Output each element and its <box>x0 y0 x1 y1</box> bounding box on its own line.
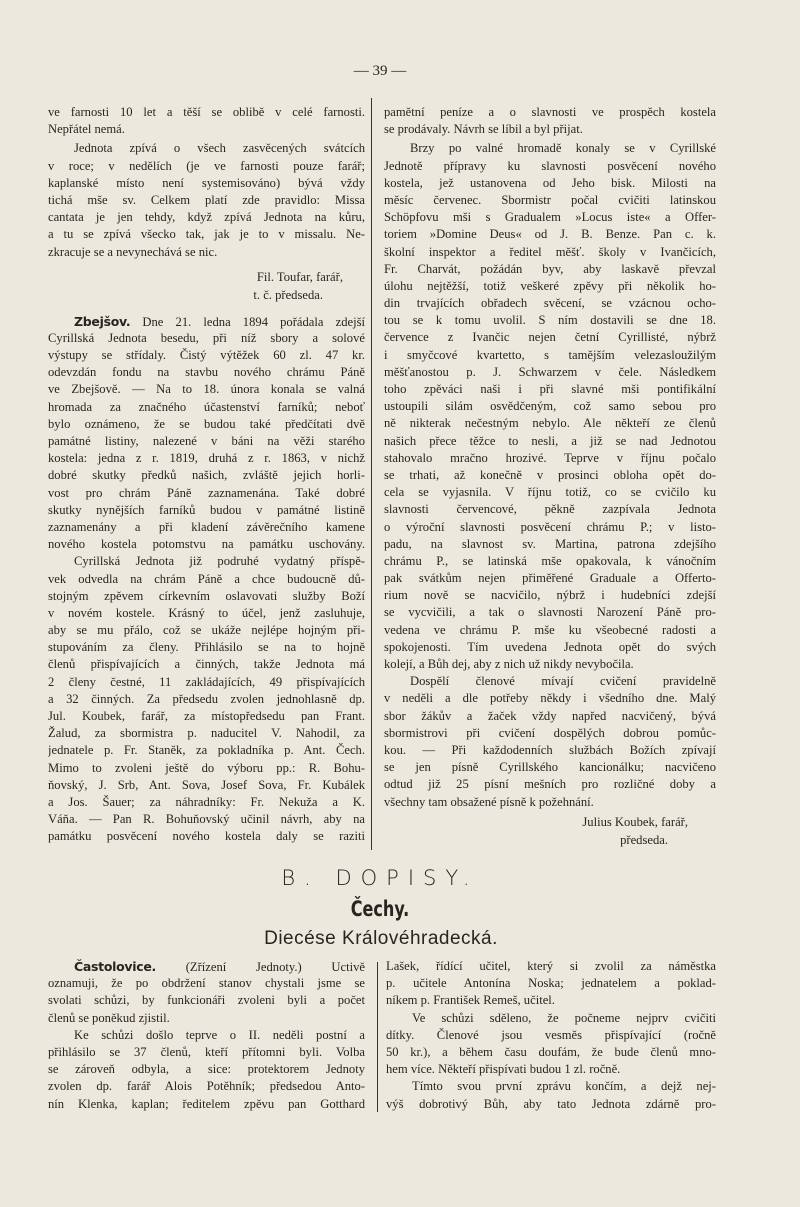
text-line: nového kostela potomstvu na památku uschovány. <box>48 537 365 552</box>
text-line: Lašek, řídící učitel, který si zvolil za náměstka <box>386 959 716 973</box>
text-line: členů se poněkud zjistil. <box>48 1010 170 1025</box>
text-line: Dospělí členové mívají cvičení pravidelně <box>410 674 716 689</box>
section-title: B. DOPISY. <box>281 866 479 890</box>
text-line: Jul. Koubek, farář, za místopředsedu pan Frant. <box>48 709 365 723</box>
text-line: předseda. <box>620 832 668 847</box>
text-line: Brzy po valné hromadě konaly se v Cyrillské <box>410 141 716 156</box>
text-line: pamětní peníze a o slavnosti ve prospěch kostela <box>384 105 716 119</box>
paragraph <box>386 1010 716 1079</box>
text-line: v neděli a dle potřeby někdy i všedního dne. Malý <box>384 691 716 706</box>
text-line: 2 členy čestné, 11 zakládajících, 49 přispívajících <box>48 674 365 689</box>
text-line: úlohu nejtěžší, totiž veškeré zpěvy při několik ho- <box>384 278 716 293</box>
text-line: Fil. Toufar, farář, <box>256 269 343 284</box>
text-line: se prodávaly. Návrh se líbil a byl přijat. <box>384 122 583 137</box>
article-castolovice <box>48 958 365 1027</box>
text-line: hem více. Někteří přispívati budou 1 zl. ročně. <box>386 1062 621 1077</box>
text-line: Váňa. — Pan R. Bohuňovský učinil návrh, aby na <box>48 812 365 827</box>
text-line: rium nově se nacvičilo, nýbrž i hudebníci zdejší <box>384 588 716 603</box>
text-line: v roce; v nedělích (je ve farnosti pouze farář; <box>48 158 365 173</box>
paragraph <box>48 553 365 845</box>
text-line: měšťanostou p. J. Schwarzem v čele. Následkem <box>384 364 716 379</box>
text-line: vost pro chrám Páně zaznamenána. Také dobré <box>48 485 365 500</box>
text-line: zvolen dp. farář Alois Potěhník; předsedou Anto- <box>48 1079 365 1094</box>
text-line: cantata je jen tehdy, když zpívá Jednota na kůru, <box>48 210 365 225</box>
text-line: ustoupili silám osvědčeným, což samo sebou pro <box>384 399 716 414</box>
text-line: dítky. Členové jsou vesměs přispívající (ročně <box>386 1027 716 1042</box>
article-zbejsov <box>48 313 365 554</box>
text-line: všechny tam obsažené písně k požehnání. <box>384 794 594 809</box>
text-line: toho zpěváci naši i při slavné mši pontifikální <box>384 382 716 396</box>
text-line: chrámu P., se latinská mše opakovala, k vánočním <box>384 553 716 568</box>
text-line: přihlásilo se 37 členů, kteří přítomni byli. Volba <box>48 1044 365 1059</box>
text-line: ňovský, J. Srb, Ant. Sova, Josef Sova, Fr. Kubálek <box>48 777 365 792</box>
text-line: níkem p. František Remeš, učitel. <box>386 993 555 1008</box>
text-line: jednatele p. Fr. Staněk, za pokladníka p. Ant. Čech. <box>48 743 365 758</box>
text-line-rest: Dne 21. ledna 1894 pořádala zdejší <box>130 314 365 329</box>
text-line: Jednotě přípravy ku slavnosti posvěcení nového <box>384 158 716 173</box>
text-line: Schöpfovu mši s Gradualem »Locus iste« a Offer- <box>384 210 716 225</box>
text-line: Žalud, za sbormistra p. naducitel V. Nahodil, za <box>48 726 365 741</box>
text-line: zaznamenány a při kladení závěrečního kamene <box>48 519 365 534</box>
text-line: p. učitele Antonína Noska; jednatelem a poklad- <box>386 976 716 991</box>
paragraph <box>384 104 716 138</box>
text-line: tichá mše sv. Celkem platí zde pravidlo: Missa <box>48 192 365 207</box>
text-line: Mimo to zvoleni ještě do výboru pp.: R. Bohu- <box>48 760 365 775</box>
text-line: školní inspektor a ředitel měšť. školy v Ivančicích, <box>384 244 716 259</box>
article-lead: Častolovice. <box>74 959 156 974</box>
right-column <box>384 104 716 850</box>
text-line: 50 kr.), a během času doufám, že bude členů mno- <box>386 1044 716 1059</box>
text-line: odevzdán fondu na stavbu nového chrámu Páně <box>48 365 365 380</box>
paragraph <box>48 1027 365 1113</box>
text-line <box>48 958 365 975</box>
text-line: toriem »Domine Deus« od J. B. Benze. Pan c. k. <box>384 227 716 242</box>
text-line: vedena ve chrámu P. mše ku všeobecné radosti a <box>384 622 716 637</box>
text-line: svolati schůzi, by funkcionáři zvoleni byli a počet <box>48 993 365 1008</box>
text-line: našich přece těžce to nesli, a již se nad Jednotou <box>384 433 716 448</box>
text-line: Ve schůzi sděleno, že počneme nejprv cvičiti <box>412 1010 716 1025</box>
paragraph <box>384 673 716 811</box>
text-line: ve Zbejšově. — Na to 18. února konala se valná <box>48 382 365 397</box>
text-line: kostela: jedna z r. 1819, druhá z r. 1863, v nichž <box>48 451 365 466</box>
text-line: i smyčcové kvartetto, s tamějším velezasloužilým <box>384 347 716 362</box>
text-line: skutky nynějších farníků budou v památné listině <box>48 502 365 517</box>
column-divider-bottom <box>377 962 378 1112</box>
text-line: Fr. Charvát, požádán byv, aby laskavě převzal <box>384 261 716 276</box>
text-line: se vycvičili, a tak o slavnosti Narození Páně pro- <box>384 605 716 620</box>
diocese-heading: Diecése Královéhradecká. <box>264 928 498 949</box>
text-line: památné listiny, nalezené v báni na věži starého <box>48 434 365 448</box>
text-line: sbor žákův a žaček vždy napřed nacvičený, bývá <box>384 708 716 723</box>
text-line: odtud již 25 písní mešních pro rozličné doby a <box>384 777 716 792</box>
text-line: měsíc červenec. Sbormistr počal cvičiti latinskou <box>384 192 716 207</box>
text-line: cela se vyjasnila. V říjnu totiž, co se cvičilo ku <box>384 485 716 500</box>
text-line: ve farnosti 10 let a těší se oblibě v celé farnosti. <box>48 105 365 119</box>
text-line: aby se mu přálo, což se ukáže nejlépe hojným při- <box>48 623 365 638</box>
text-line: t. č. předseda. <box>253 287 323 302</box>
text-line: din trvajících obřadech svěcení, se vzácnou ocho- <box>384 296 716 311</box>
paragraph <box>384 140 716 673</box>
text-line: padu, na slavnost sv. Martina, patrona zdejšího <box>384 536 716 551</box>
text-line: hromada za značného účastenství farníků; neboť <box>48 399 365 414</box>
paragraph <box>386 1078 716 1112</box>
text-line: oznamuji, že po obdržení stanov chystali jsme se <box>48 976 365 991</box>
text-line: o výroční slavnosti posvěcení chrámu P.; v listo- <box>384 519 716 534</box>
article-lead: Zbejšov. <box>74 313 131 329</box>
text-line: Tímto svou první zprávu končím, a dejž nej- <box>412 1079 716 1094</box>
paragraph <box>386 958 716 1010</box>
text-line: se trhati, až konečně v prosinci obloha opět do- <box>384 467 716 482</box>
text-line: stahovalo mračno hrozivé. Teprve v říjnu počalo <box>384 450 716 465</box>
paragraph <box>48 104 365 138</box>
text-line: Jednota zpívá o všech zasvěcených svátcích <box>74 141 365 156</box>
signature <box>384 814 716 850</box>
text-line: kou. — Při každodenních službách Božích zpívají <box>384 742 716 757</box>
bottom-right-column <box>386 958 716 1113</box>
text-line: Cyrillská Jednota besedu, při níž sbory a solové <box>48 330 365 345</box>
region-heading: Čechy. <box>350 897 410 921</box>
text-line: se zároveň odbyla, a sice: protektorem Jednoty <box>48 1062 365 1077</box>
text-line: ně nikterak nečestným nebylo. Ale někteří ze členů <box>384 416 716 431</box>
text-line: spokojenosti. Tím uvedena Jednota opět do svých <box>384 639 716 654</box>
column-divider <box>371 98 372 850</box>
text-line: července z Ivančic nejen četní Cyrillisté, nýbrž <box>384 330 716 345</box>
text-line: památku posvěcení nového kostela daly se raziti <box>48 829 365 844</box>
text-line: Cyrillská Jednota již podruhé vydatný příspě- <box>74 554 365 569</box>
page-number: — 39 — <box>353 63 407 79</box>
text-line: výstupy se střídaly. Čistý výtěžek 60 zl. 47 kr. <box>48 348 365 363</box>
text-line: a tu se zpívá všecko tak, jak je to v missalu. Ne- <box>48 227 365 242</box>
text-line: a Jos. Šauer; za náhradníky: Fr. Nekuža a K. <box>48 794 365 809</box>
text-line: kostela, jež ustanovena od Jeho bisk. Milosti na <box>384 175 716 190</box>
text-line: výš dobrotivý Bůh, aby tato Jednota zdárně pro- <box>386 1096 716 1111</box>
bottom-left-column <box>48 958 365 1113</box>
text-line: Julius Koubek, farář, <box>582 814 688 829</box>
text-line: v novém kostele. Krásný to účel, jenž zasluhuje, <box>48 605 365 620</box>
text-line: se jen písně Cyrillského kancionálku; nacvičeno <box>384 760 716 775</box>
text-line: dobré skutky předků našich, zvláště jejich horli- <box>48 468 365 483</box>
text-line: Nepřátel nemá. <box>48 122 125 137</box>
text-line: kolejí, a Bůh dej, aby z nich už nikdy nevybočila. <box>384 657 634 671</box>
text-line: tou se k tomu uvolil. S ním dostavili se dne 18. <box>384 313 716 328</box>
text-line: zkracuje se a nevynechává se nic. <box>48 244 218 259</box>
text-line: pak svátkům nejen přiměřené Graduale a Offerto- <box>384 571 716 586</box>
text-line: sbormistrovi při cvičení dospělých dobrou pomůc- <box>384 725 716 740</box>
text-line: vek odvedla na chrám Páně a chce budoucně dů- <box>48 571 365 586</box>
signature <box>48 269 365 305</box>
text-line: a 32 činných. Za předsedu zvolen jednohlasně dp. <box>48 691 365 706</box>
text-line: nín Klenka, kaplan; ředitelem zpěvu pan Gotthard <box>48 1096 365 1111</box>
text-line <box>48 313 365 330</box>
text-line: kaplanské místo není systemisováno) bývá vždy <box>48 175 365 190</box>
left-column <box>48 104 365 846</box>
text-line: slavnosti červencové, pěkně zazpívala Jednota <box>384 502 716 517</box>
text-line: bylo oznámeno, že se budou také předčítati dvě <box>48 416 365 431</box>
text-line: stojným zpěvem církevním oslavovati služby Boží <box>48 588 365 603</box>
text-line-rest: (Zřízení Jednoty.) Uctivě <box>155 960 365 974</box>
text-line: stupováním za členy. Přihlásilo se na to hojně <box>48 640 365 655</box>
paragraph <box>48 140 365 260</box>
text-line: Ke schůzi došlo teprve o II. neděli postní a <box>74 1027 365 1042</box>
text-line: členů přispívajících a činných, takže Jednota má <box>48 657 365 672</box>
